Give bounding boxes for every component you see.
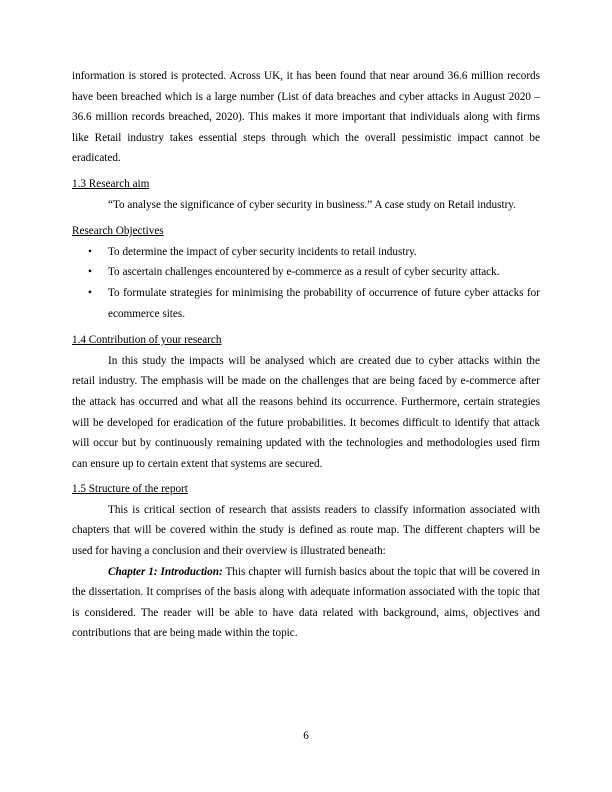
chapter1-label: Chapter 1: Introduction: — [108, 565, 223, 578]
bullet-icon: • — [88, 286, 92, 299]
research-aim-paragraph: “To analyse the significance of cyber security in business.” A case study on Retail industry. — [108, 198, 516, 211]
intro-continuation-paragraph: information is stored is protected. Across UK, it has been found that near around 36.6 million records have been breached which is a large number (List of data breaches and cyber attacks in August 2020 – 36.6 million records breached, 2020). This makes it more important that individuals along with firms like Retail industry takes essential steps through which the overall pessimistic impact cannot be eradicated. — [72, 70, 540, 165]
chapter1-text: This chapter will furnish basics about the topic that will be covered in the dissertation. It comprises of the basis along with adequate information associated with the topic that is considered. The reader will be able to have data related with background, aims, objectives and contributions that are being made within the topic. — [72, 565, 540, 640]
research-aim-heading: 1.3 Research aim — [72, 177, 150, 190]
research-objectives-heading: Research Objectives — [72, 225, 164, 238]
research-objectives-list — [72, 242, 540, 324]
list-item — [72, 262, 540, 283]
objective-text: To formulate strategies for minimising the probability of occurrence of future cyber attacks for ecommerce sites. — [108, 286, 540, 320]
page-content — [72, 66, 540, 644]
objective-text: To ascertain challenges encountered by e-commerce as a result of cyber security attack. — [108, 266, 500, 279]
page-number: 6 — [303, 730, 309, 742]
chapter1-paragraph — [72, 562, 540, 644]
contribution-paragraph: In this study the impacts will be analysed which are created due to cyber attacks within the retail industry. The emphasis will be made on the challenges that are being faced by e-commerce after the attack has occurred and what all the reasons behind its occurrence. Furthermore, certain strategies will be developed for eradication of the future probabilities. It becomes difficult to identify that attack will occur but by continuously remaining updated with the technologies and methodologies used firm can ensure up to certain extent that systems are secured. — [72, 354, 540, 470]
bullet-icon: • — [88, 245, 92, 258]
structure-heading: 1.5 Structure of the report — [72, 483, 188, 496]
bullet-icon: • — [88, 266, 92, 279]
list-item — [72, 242, 540, 263]
list-item — [72, 283, 540, 324]
structure-paragraph: This is critical section of research that assists readers to classify information associated with chapters that will be covered within the study is defined as route map. The different chapters will be used for having a conclusion and their overview is illustrated beneath: — [72, 503, 540, 558]
contribution-heading: 1.4 Contribution of your research — [72, 334, 222, 347]
objective-text: To determine the impact of cyber security incidents to retail industry. — [108, 245, 417, 258]
